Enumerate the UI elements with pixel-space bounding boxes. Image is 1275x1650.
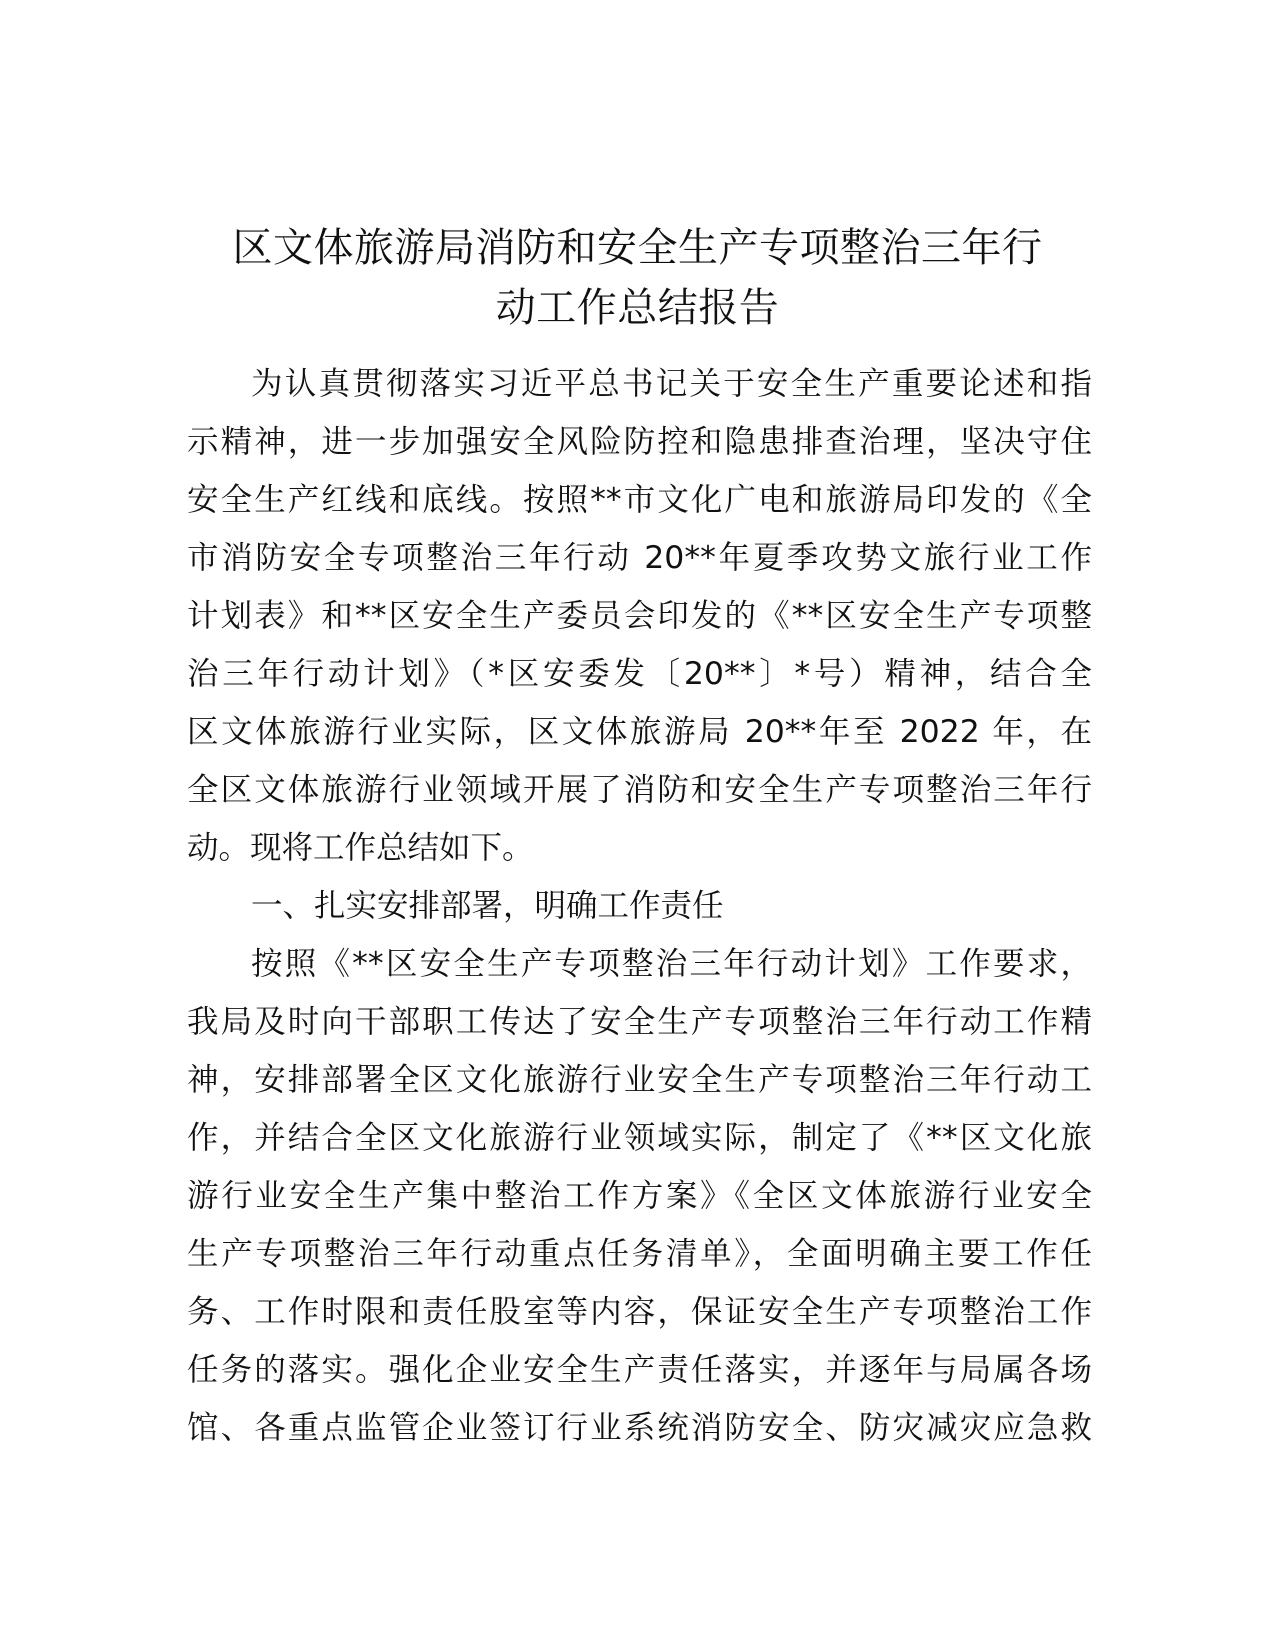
paragraph-line: 市消防安全专项整治三年行动 20**年夏季攻势文旅行业工作 <box>187 540 1092 576</box>
paragraph-line: 生产专项整治三年行动重点任务清单》，全面明确主要工作任 <box>187 1236 1092 1272</box>
paragraph-line: 治三年行动计划》（*区安委发〔20**〕*号）精神，结合全 <box>187 656 1092 692</box>
paragraph-line: 务、工作时限和责任股室等内容，保证安全生产专项整治工作 <box>187 1294 1092 1330</box>
paragraph-line: 为认真贯彻落实习近平总书记关于安全生产重要论述和指 <box>251 366 1092 402</box>
section-heading-text: 一、扎实安排部署，明确工作责任 <box>251 888 724 924</box>
paragraph-line: 我局及时向干部职工传达了安全生产专项整治三年行动工作精 <box>187 1004 1092 1040</box>
section-heading <box>187 877 1092 935</box>
document-body <box>187 355 1092 1457</box>
paragraph-line: 计划表》和**区安全生产委员会印发的《**区安全生产专项整 <box>187 598 1092 634</box>
paragraph-line: 游行业安全生产集中整治工作方案》《全区文体旅游行业安全 <box>187 1178 1092 1214</box>
title-line: 动工作总结报告 <box>495 285 780 331</box>
paragraph-line: 安全生产红线和底线。按照**市文化广电和旅游局印发的《全 <box>187 482 1092 518</box>
paragraph-line: 按照《**区安全生产专项整治三年行动计划》工作要求， <box>251 946 1092 982</box>
paragraph-line: 示精神，进一步加强安全风险防控和隐患排查治理，坚决守住 <box>187 424 1092 460</box>
paragraph-section-1 <box>187 935 1092 1457</box>
paragraph-line: 区文体旅游行业实际，区文体旅游局 20**年至 2022 年，在 <box>187 714 1092 750</box>
document-title <box>130 218 1145 338</box>
paragraph-line: 任务的落实。强化企业安全生产责任落实，并逐年与局属各场 <box>187 1352 1092 1388</box>
paragraph-intro <box>187 355 1092 877</box>
paragraph-line: 神，安排部署全区文化旅游行业安全生产专项整治三年行动工 <box>187 1062 1092 1098</box>
paragraph-line: 馆、各重点监管企业签订行业系统消防安全、防灾减灾应急救 <box>187 1410 1092 1446</box>
paragraph-line: 作，并结合全区文化旅游行业领域实际，制定了《**区文化旅 <box>187 1120 1092 1156</box>
title-line: 区文体旅游局消防和安全生产专项整治三年行 <box>232 225 1043 271</box>
paragraph-line: 全区文体旅游行业领域开展了消防和安全生产专项整治三年行 <box>187 772 1092 808</box>
paragraph-line: 动。现将工作总结如下。 <box>187 830 534 866</box>
